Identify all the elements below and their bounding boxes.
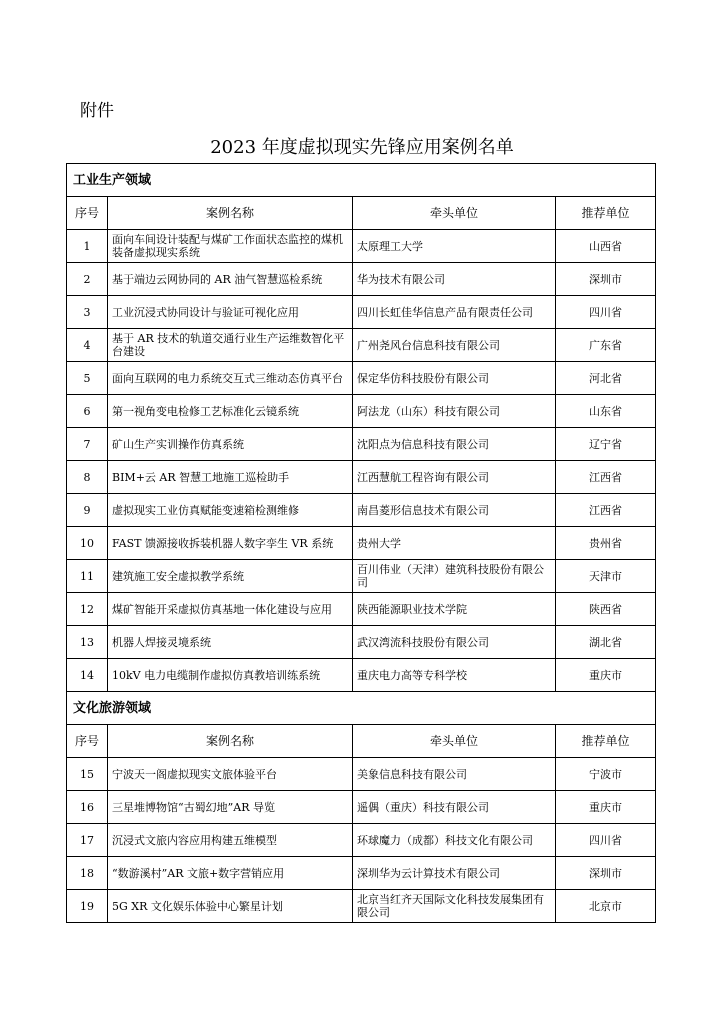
lead-unit: 江西慧航工程咨询有限公司 [353, 461, 556, 494]
table-row [67, 263, 656, 296]
section-header-row [67, 692, 656, 725]
section-title: 工业生产领域 [67, 164, 656, 197]
recommending-unit: 山西省 [556, 230, 656, 263]
lead-unit: 武汉湾流科技股份有限公司 [353, 626, 556, 659]
row-number: 11 [67, 560, 108, 593]
case-name: 三星堆博物馆“古蜀幻地”AR 导览 [108, 791, 353, 824]
recommending-unit: 深圳市 [556, 263, 656, 296]
case-name: 5G XR 文化娱乐体验中心繁星计划 [108, 890, 353, 923]
case-name: BIM+云 AR 智慧工地施工巡检助手 [108, 461, 353, 494]
recommending-unit: 四川省 [556, 824, 656, 857]
row-number: 14 [67, 659, 108, 692]
row-number: 7 [67, 428, 108, 461]
header-case-name: 案例名称 [108, 725, 353, 758]
table-row [67, 890, 656, 923]
attachment-label: 附件 [80, 101, 114, 121]
case-name: 基于端边云网协同的 AR 油气智慧巡检系统 [108, 263, 353, 296]
recommending-unit: 河北省 [556, 362, 656, 395]
row-number: 3 [67, 296, 108, 329]
table-row [67, 428, 656, 461]
row-number: 13 [67, 626, 108, 659]
header-lead-unit: 牵头单位 [353, 725, 556, 758]
column-header-row [67, 725, 656, 758]
lead-unit: 重庆电力高等专科学校 [353, 659, 556, 692]
table-row [67, 824, 656, 857]
lead-unit: 贵州大学 [353, 527, 556, 560]
lead-unit: 四川长虹佳华信息产品有限责任公司 [353, 296, 556, 329]
row-number: 17 [67, 824, 108, 857]
row-number: 8 [67, 461, 108, 494]
section-title: 文化旅游领域 [67, 692, 656, 725]
recommending-unit: 深圳市 [556, 857, 656, 890]
table-row [67, 329, 656, 362]
header-recommending-unit: 推荐单位 [556, 197, 656, 230]
table-row [67, 395, 656, 428]
recommending-unit: 湖北省 [556, 626, 656, 659]
table-row [67, 791, 656, 824]
lead-unit: 保定华仿科技股份有限公司 [353, 362, 556, 395]
header-lead-unit: 牵头单位 [353, 197, 556, 230]
case-name: 工业沉浸式协同设计与验证可视化应用 [108, 296, 353, 329]
case-name: 宁波天一阁虚拟现实文旅体验平台 [108, 758, 353, 791]
case-name: 第一视角变电检修工艺标准化云镜系统 [108, 395, 353, 428]
row-number: 19 [67, 890, 108, 923]
lead-unit: 遥偶（重庆）科技有限公司 [353, 791, 556, 824]
case-name: 面向车间设计装配与煤矿工作面状态监控的煤机装备虚拟现实系统 [108, 230, 353, 263]
row-number: 15 [67, 758, 108, 791]
row-number: 2 [67, 263, 108, 296]
recommending-unit: 江西省 [556, 461, 656, 494]
header-recommending-unit: 推荐单位 [556, 725, 656, 758]
case-name: 建筑施工安全虚拟教学系统 [108, 560, 353, 593]
table-row [67, 494, 656, 527]
recommending-unit: 北京市 [556, 890, 656, 923]
case-name: 煤矿智能开采虚拟仿真基地一体化建设与应用 [108, 593, 353, 626]
row-number: 9 [67, 494, 108, 527]
table-row [67, 461, 656, 494]
table-row [67, 626, 656, 659]
lead-unit: 陕西能源职业技术学院 [353, 593, 556, 626]
lead-unit: 美象信息科技有限公司 [353, 758, 556, 791]
recommending-unit: 重庆市 [556, 659, 656, 692]
case-name: 机器人焊接灵境系统 [108, 626, 353, 659]
section-header-row [67, 164, 656, 197]
recommending-unit: 江西省 [556, 494, 656, 527]
lead-unit: 南昌菱形信息技术有限公司 [353, 494, 556, 527]
table-row [67, 758, 656, 791]
document-title: 2023 年度虚拟现实先锋应用案例名单 [210, 137, 514, 158]
table-row [67, 527, 656, 560]
recommending-unit: 陕西省 [556, 593, 656, 626]
recommending-unit: 宁波市 [556, 758, 656, 791]
case-name: 10kV 电力电缆制作虚拟仿真教培训练系统 [108, 659, 353, 692]
header-no: 序号 [67, 725, 108, 758]
case-list-table [66, 163, 656, 923]
table-row [67, 296, 656, 329]
row-number: 12 [67, 593, 108, 626]
table-row [67, 230, 656, 263]
recommending-unit: 重庆市 [556, 791, 656, 824]
case-name: 基于 AR 技术的轨道交通行业生产运维数智化平台建设 [108, 329, 353, 362]
case-name: 面向互联网的电力系统交互式三维动态仿真平台 [108, 362, 353, 395]
table-row [67, 593, 656, 626]
header-case-name: 案例名称 [108, 197, 353, 230]
lead-unit: 沈阳点为信息科技有限公司 [353, 428, 556, 461]
lead-unit: 华为技术有限公司 [353, 263, 556, 296]
column-header-row [67, 197, 656, 230]
lead-unit: 阿法龙（山东）科技有限公司 [353, 395, 556, 428]
lead-unit: 广州尧风台信息科技有限公司 [353, 329, 556, 362]
row-number: 5 [67, 362, 108, 395]
table-row [67, 659, 656, 692]
case-name: “数游溪村”AR 文旅+数字营销应用 [108, 857, 353, 890]
recommending-unit: 贵州省 [556, 527, 656, 560]
header-no: 序号 [67, 197, 108, 230]
recommending-unit: 天津市 [556, 560, 656, 593]
row-number: 4 [67, 329, 108, 362]
row-number: 18 [67, 857, 108, 890]
table-row [67, 857, 656, 890]
table-row [67, 560, 656, 593]
case-name: 矿山生产实训操作仿真系统 [108, 428, 353, 461]
lead-unit: 北京当红齐天国际文化科技发展集团有限公司 [353, 890, 556, 923]
lead-unit: 深圳华为云计算技术有限公司 [353, 857, 556, 890]
case-name: 沉浸式文旅内容应用构建五维模型 [108, 824, 353, 857]
lead-unit: 环球魔力（成都）科技文化有限公司 [353, 824, 556, 857]
recommending-unit: 四川省 [556, 296, 656, 329]
table-row [67, 362, 656, 395]
lead-unit: 太原理工大学 [353, 230, 556, 263]
row-number: 1 [67, 230, 108, 263]
row-number: 16 [67, 791, 108, 824]
case-name: FAST 馈源接收拆装机器人数字孪生 VR 系统 [108, 527, 353, 560]
lead-unit: 百川伟业（天津）建筑科技股份有限公司 [353, 560, 556, 593]
recommending-unit: 辽宁省 [556, 428, 656, 461]
recommending-unit: 广东省 [556, 329, 656, 362]
row-number: 10 [67, 527, 108, 560]
row-number: 6 [67, 395, 108, 428]
recommending-unit: 山东省 [556, 395, 656, 428]
case-name: 虚拟现实工业仿真赋能变速箱检测维修 [108, 494, 353, 527]
